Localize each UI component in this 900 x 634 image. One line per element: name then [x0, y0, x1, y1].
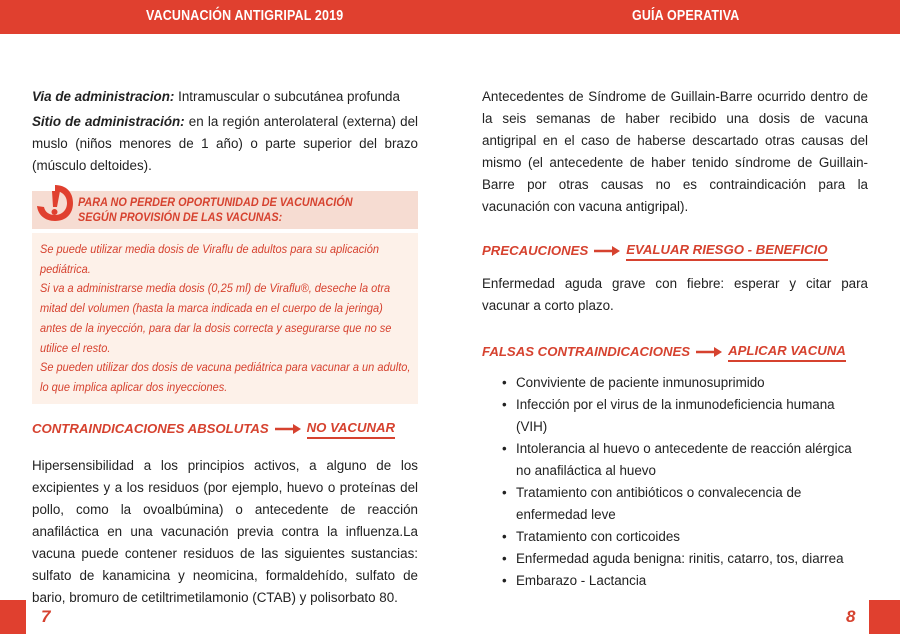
bullet: • — [502, 573, 507, 588]
contraindicaciones-text: Hipersensibilidad a los principios activos, a alguno de los excipientes y a los residuos (por ejemplo, huevo o proteínas del pollo, como la ovoalbúmina) o antecedente de reacción anafiláctica en una vacunación previa contra la influenza.La vacuna puede contener residuos de las siguientes sustancias: sulfato de kanamicina y neomicina, formaldehído, sulfato de bario, bromuro de cetiltrimetilamonio (CTAB) y polisorbato 80. — [32, 457, 418, 605]
bullet: • — [502, 485, 507, 500]
header-title-left: VACUNACIÓN ANTIGRIPAL 2019 — [146, 8, 344, 24]
arrow-right-icon — [275, 424, 301, 434]
bullet: • — [502, 529, 507, 544]
list-item-text: Embarazo - Lactancia — [516, 573, 647, 588]
callout-title: PARA NO PERDER OPORTUNIDAD DE VACUNACIÓN SEGÚN PROVISIÓN DE LAS VACUNAS: — [78, 195, 353, 224]
list-item — [482, 372, 868, 394]
bullet: • — [502, 375, 507, 390]
via-label: Via de administracion: — [32, 89, 175, 104]
bullet: • — [502, 551, 507, 566]
list-item — [482, 526, 868, 548]
section-label: FALSAS CONTRAINDICACIONES — [482, 344, 691, 359]
list-item-text: Intolerancia al huevo o antecedente de reacción alérgica no anafiláctica al huevo — [516, 441, 852, 478]
sitio-line — [32, 111, 418, 177]
list-item — [482, 438, 868, 482]
footer-bar-right — [869, 600, 900, 634]
arrow-right-icon — [696, 347, 722, 357]
header-title-right: GUÍA OPERATIVA — [632, 8, 740, 24]
list-item-text: Tratamiento con corticoides — [516, 529, 680, 544]
callout-paragraph: Se puede utilizar media dosis de Viraflu de adultos para su aplicación pediátrica. — [40, 243, 380, 276]
section-action: NO VACUNAR — [307, 419, 395, 439]
callout-paragraph: Se pueden utilizar dos dosis de vacuna pediátrica para vacunar a un adulto, lo que implica aplicar dos inyecciones. — [40, 361, 411, 394]
bullet: • — [502, 441, 507, 456]
section-label: PRECAUCIONES — [482, 243, 589, 258]
precauciones-heading — [482, 240, 868, 262]
list-item-text: Infección por el virus de la inmunodeficiencia humana (VIH) — [516, 397, 835, 434]
guillain-barre-text: Antecedentes de Síndrome de Guillain-Barre ocurrido dentro de la seis semanas de haber recibido una dosis de vacuna antigripal en el caso de haberse descartado otras causas del mismo (el antecedente de haber tenido síndrome de Guillain-Barre por otras causas no es contraindicación para la vacunación con vacuna antigripal). — [482, 89, 868, 214]
list-item-text: Tratamiento con antibióticos o convalecencia de enfermedad leve — [516, 485, 802, 522]
callout-body — [32, 233, 418, 404]
list-item — [482, 570, 868, 592]
callout-header — [32, 191, 418, 229]
header-bar — [0, 0, 900, 34]
callout-paragraph: Si va a administrarse media dosis (0,25 ml) de Viraflu®, deseche la otra mitad del volumen (hasta la marca indicada en el cuerpo de la jeringa) antes de la inyección, para dar la dosis correcta y asegurarse que no se utilice el resto. — [40, 282, 392, 355]
page-number-left: 7 — [41, 607, 51, 626]
right-page — [482, 86, 868, 592]
page-number-right: 8 — [846, 607, 856, 626]
section-action: APLICAR VACUNA — [728, 342, 846, 362]
contraindicaciones-heading — [32, 418, 418, 440]
via-text: Intramuscular o subcutánea profunda — [174, 89, 400, 104]
list-item — [482, 482, 868, 526]
section-action: EVALUAR RIESGO - BENEFICIO — [626, 241, 827, 261]
left-page — [32, 86, 418, 609]
falsas-contraindicaciones-heading — [482, 341, 868, 363]
via-line — [32, 86, 418, 108]
section-label: CONTRAINDICACIONES ABSOLUTAS — [32, 420, 269, 436]
list-item-text: Conviviente de paciente inmunosuprimido — [516, 375, 765, 390]
footer-bar-left — [0, 600, 26, 634]
list-item-text: Enfermedad aguda benigna: rinitis, catarro, tos, diarrea — [516, 551, 844, 566]
list-item — [482, 394, 868, 438]
falsas-list — [482, 372, 868, 592]
sitio-text: en la región anterolateral (externa) del muslo (niños menores de 1 año) o parte superior del brazo (músculo deltoides). — [32, 114, 418, 173]
sitio-label: Sitio de administración: — [32, 114, 185, 129]
arrow-right-icon — [594, 246, 620, 256]
exclamation-icon — [35, 183, 75, 223]
bullet: • — [502, 397, 507, 412]
list-item — [482, 548, 868, 570]
precauciones-text: Enfermedad aguda grave con fiebre: esperar y citar para vacunar a corto plazo. — [482, 276, 868, 313]
